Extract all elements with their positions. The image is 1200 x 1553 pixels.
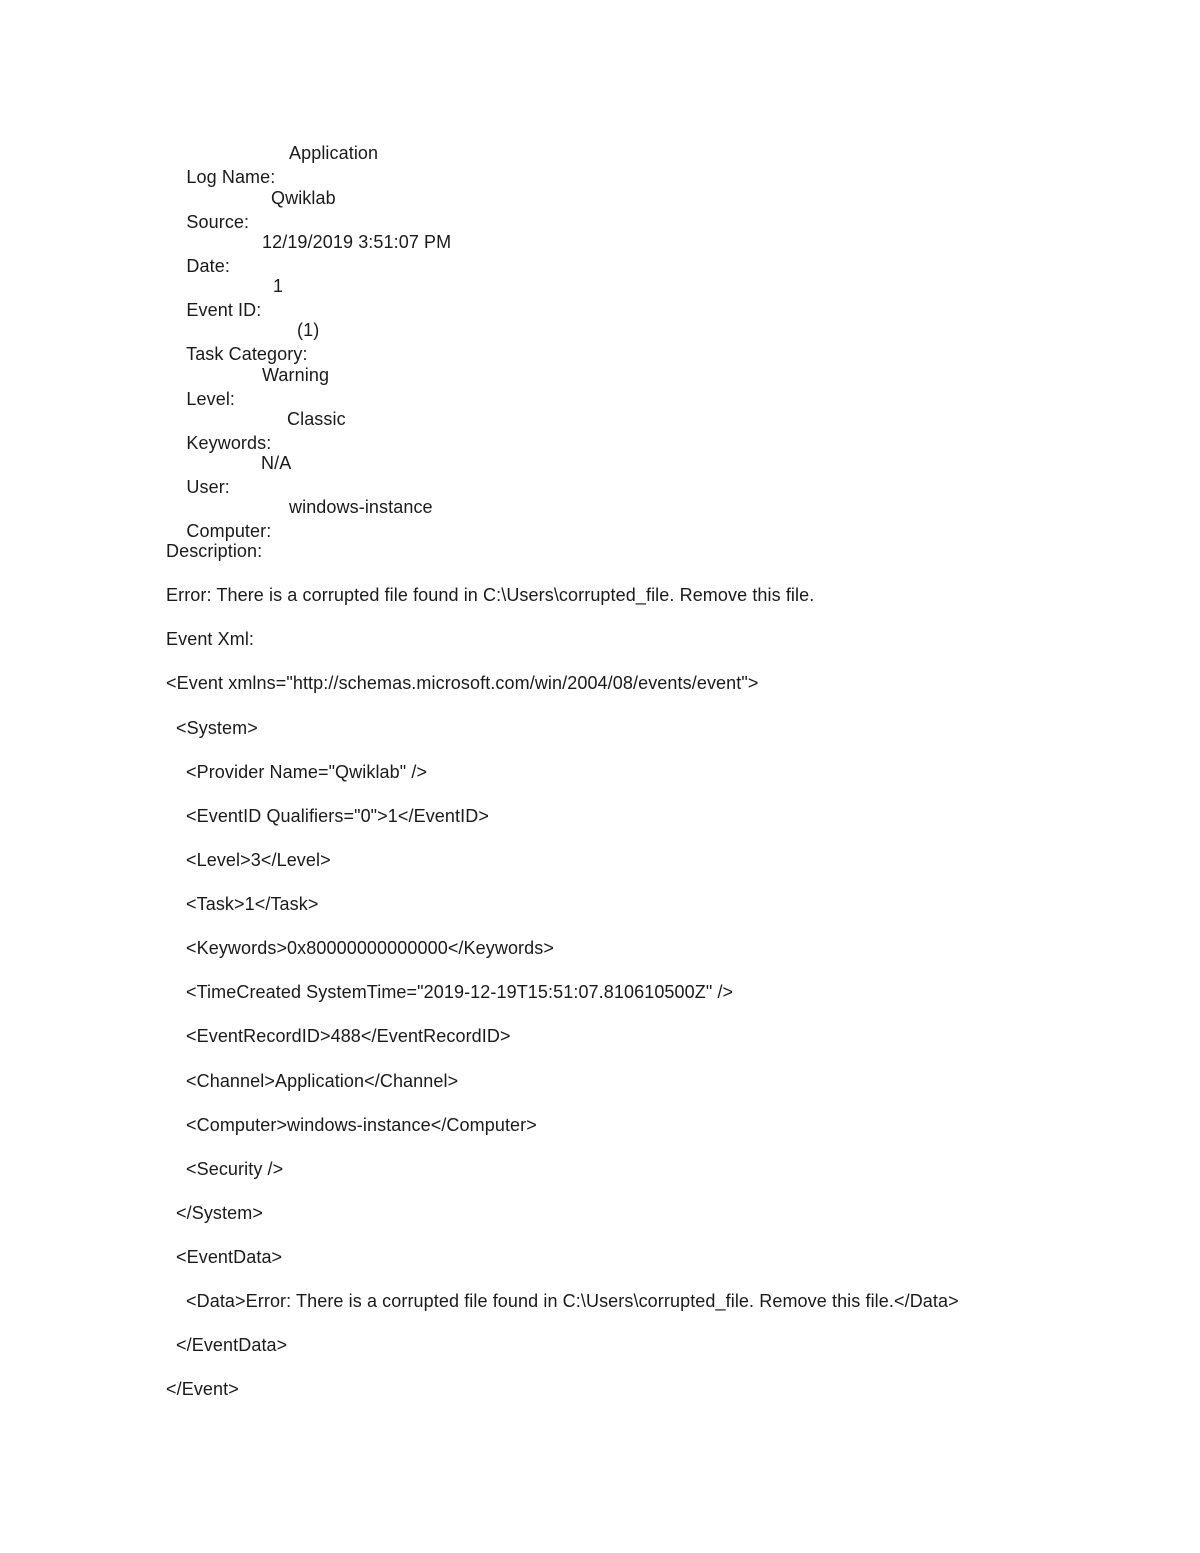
xml-line-security: <Security /> (186, 1159, 284, 1179)
field-value: windows-instance (289, 497, 433, 517)
field-value: Warning (262, 365, 330, 385)
field-label: User: (186, 477, 230, 497)
field-value: 1 (273, 276, 284, 296)
xml-line-eventdata-close: </EventData> (176, 1335, 288, 1355)
xml-line-eventid: <EventID Qualifiers="0">1</EventID> (186, 806, 489, 826)
xml-line-eventrecordid: <EventRecordID>488</EventRecordID> (186, 1026, 511, 1046)
field-value: N/A (261, 453, 292, 473)
xml-line-task: <Task>1</Task> (186, 894, 319, 914)
xml-line-level: <Level>3</Level> (186, 850, 331, 870)
field-label: Log Name: (186, 167, 276, 187)
field-value: Application (289, 143, 379, 163)
xml-line-channel: <Channel>Application</Channel> (186, 1071, 459, 1091)
field-label: Level: (186, 389, 236, 409)
xml-line-keywords: <Keywords>0x80000000000000</Keywords> (186, 938, 554, 958)
field-value: (1) (297, 320, 320, 340)
xml-line-system-open: <System> (176, 718, 258, 738)
xml-line-eventdata-open: <EventData> (176, 1247, 283, 1267)
xml-line-timecreated: <TimeCreated SystemTime="2019-12-19T15:51:07.810610500Z" /> (186, 982, 734, 1002)
description-label: Description: (166, 541, 263, 561)
field-value: Qwiklab (271, 188, 336, 208)
xml-line-computer: <Computer>windows-instance</Computer> (186, 1115, 537, 1135)
field-label: Task Category: (186, 344, 308, 364)
field-value: Classic (287, 409, 346, 429)
xml-line-event-open: <Event xmlns="http://schemas.microsoft.com/win/2004/08/events/event"> (166, 673, 759, 693)
xml-line-data: <Data>Error: There is a corrupted file found in C:\Users\corrupted_file. Remove this file.</Data> (186, 1291, 959, 1311)
xml-line-event-close: </Event> (166, 1379, 239, 1399)
description-text: Error: There is a corrupted file found in C:\Users\corrupted_file. Remove this file. (166, 585, 815, 605)
field-label: Keywords: (186, 433, 272, 453)
field-label: Event ID: (186, 300, 262, 320)
xml-line-provider: <Provider Name="Qwiklab" /> (186, 762, 428, 782)
field-label: Date: (186, 256, 230, 276)
xml-line-system-close: </System> (176, 1203, 263, 1223)
field-label: Source: (186, 212, 250, 232)
field-label: Computer: (186, 521, 272, 541)
field-value: 12/19/2019 3:51:07 PM (262, 232, 452, 252)
event-xml-label: Event Xml: (166, 629, 255, 649)
